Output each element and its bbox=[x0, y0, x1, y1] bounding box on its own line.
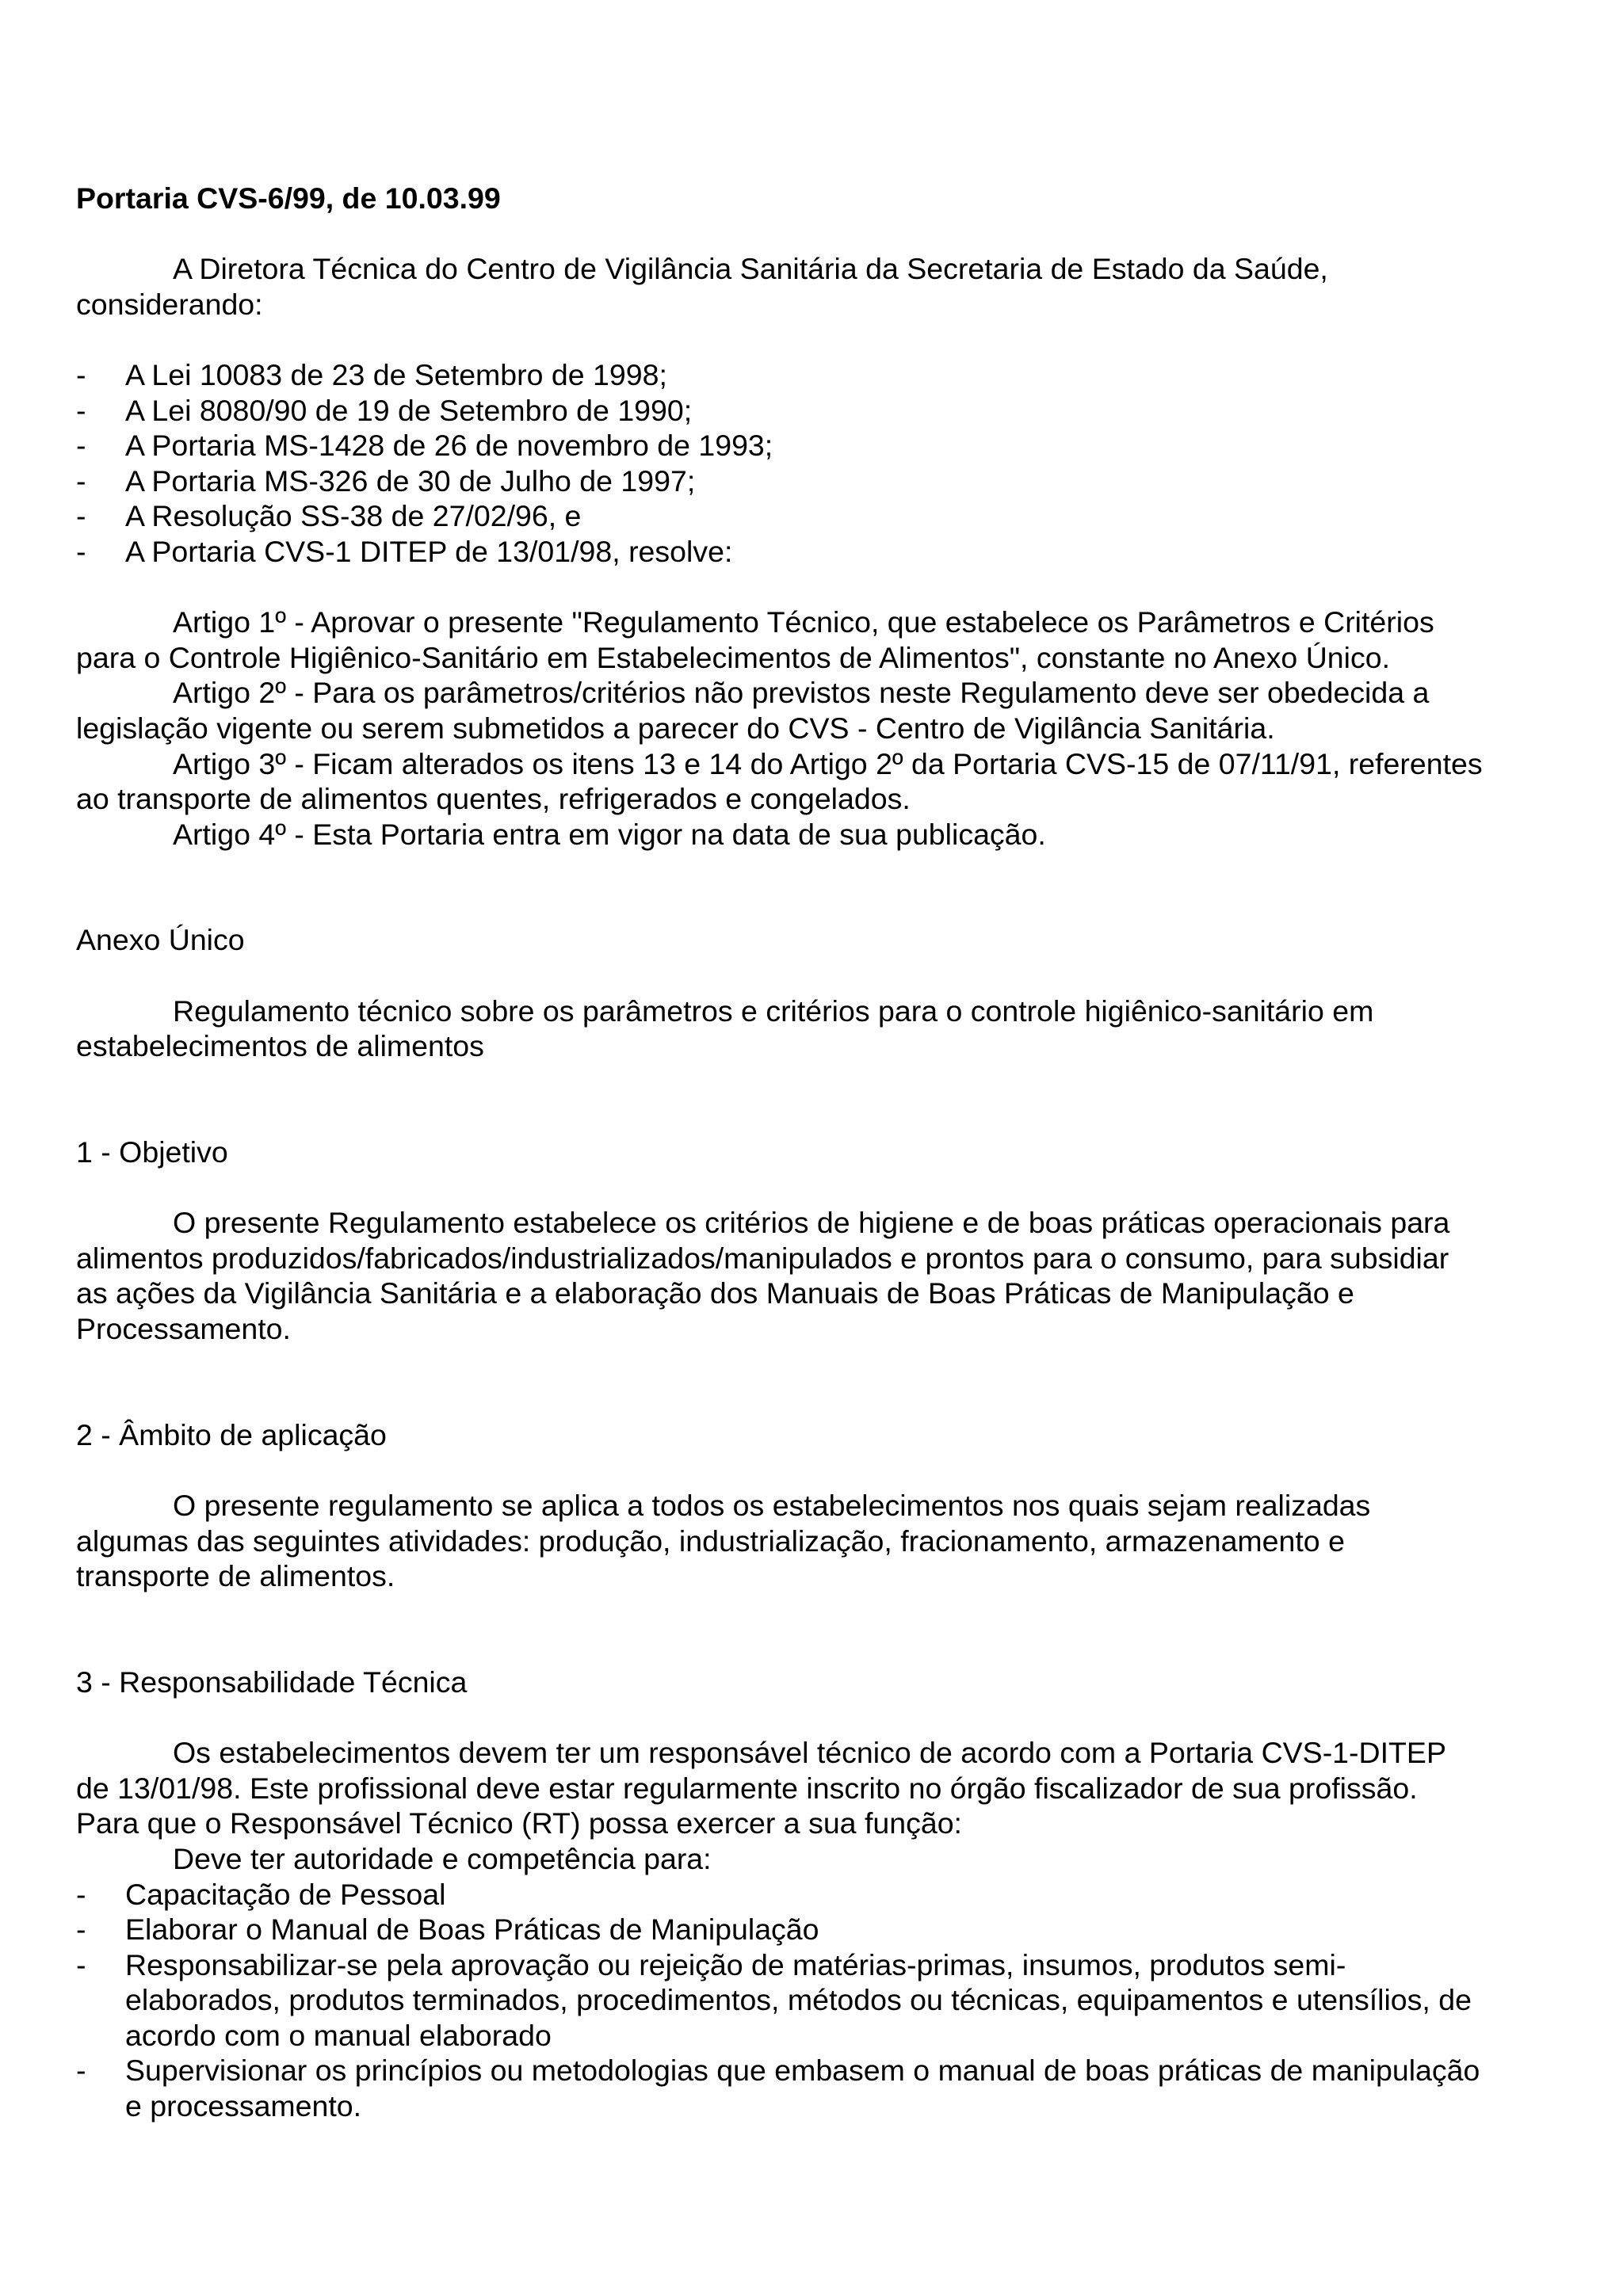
bullet-dash: - bbox=[76, 534, 86, 568]
list-item: - Capacitação de Pessoal bbox=[76, 1877, 446, 1911]
section-responsibility-text: Os estabelecimentos devem ter um responsável técnico de acordo com a Portaria CVS-1-DITEP de 13/01/98. Este profissional deve estar regularmente inscrito no órgão fiscalizador de sua profissão. Para que o Responsável Técnico (RT) possa exercer a sua função: bbox=[76, 1736, 1446, 1840]
section-objective-heading: 1 - Objetivo bbox=[76, 1135, 228, 1169]
bullet-dash: - bbox=[76, 499, 86, 533]
bullet-dash: - bbox=[76, 1947, 86, 1981]
annex-heading: Anexo Único bbox=[76, 923, 245, 957]
article-3: Artigo 3º - Ficam alterados os itens 13 e 14 do Artigo 2º da Portaria CVS-15 de 07/11/91, referentes ao transporte de alimentos quentes, refrigerados e congelados. bbox=[76, 746, 1483, 816]
section-responsibility-heading: 3 - Responsabilidade Técnica bbox=[76, 1665, 468, 1699]
list-item: - A Portaria CVS-1 DITEP de 13/01/98, resolve: bbox=[76, 534, 733, 568]
list-item: - A Resolução SS-38 de 27/02/96, e bbox=[76, 499, 582, 533]
section-scope-heading: 2 - Âmbito de aplicação bbox=[76, 1417, 387, 1451]
list-item: - Supervisionar os princípios ou metodologias que embasem o manual de boas práticas de manipulação e processamento. bbox=[76, 2054, 1480, 2123]
section-scope-text: O presente regulamento se aplica a todos os estabelecimentos nos quais sejam realizadas algumas das seguintes atividades: produção, industrialização, fracionamento, armazenamento e transporte de alimentos. bbox=[76, 1488, 1371, 1593]
list-item: - Responsabilizar-se pela aprovação ou rejeição de matérias-primas, insumos, produtos semi-elaborados, produtos terminados, procedimentos, métodos ou técnicas, equipamentos e utensílios, de acordo com o manual elaborado bbox=[76, 1947, 1472, 2052]
list-item: - A Portaria MS-1428 de 26 de novembro de 1993; bbox=[76, 429, 773, 463]
annex-subtitle: Regulamento técnico sobre os parâmetros e critérios para o controle higiênico-sanitário em estabelecimentos de alimentos bbox=[76, 994, 1374, 1063]
article-4: Artigo 4º - Esta Portaria entra em vigor na data de sua publicação. bbox=[173, 817, 1046, 851]
article-1: Artigo 1º - Aprovar o presente "Regulamento Técnico, que estabelece os Parâmetros e Critérios para o Controle Higiênico-Sanitário em Estabelecimentos de Alimentos", constante no Anexo Único. bbox=[76, 605, 1434, 674]
bullet-dash: - bbox=[76, 463, 86, 498]
list-item: - A Lei 8080/90 de 19 de Setembro de 1990; bbox=[76, 393, 693, 427]
section-objective-text: O presente Regulamento estabelece os critérios de higiene e de boas práticas operacionais para alimentos produzidos/fabricados/industrializados/manipulados e prontos para o consumo, para subsidiar as ações da Vigilância Sanitária e a elaboração dos Manuais de Boas Práticas de Manipulação e Processamento. bbox=[76, 1206, 1450, 1345]
document-page bbox=[76, 181, 1487, 2124]
document-title: Portaria CVS-6/99, de 10.03.99 bbox=[76, 181, 501, 215]
articles-block bbox=[76, 605, 1487, 852]
bullet-dash: - bbox=[76, 357, 86, 391]
bullet-dash: - bbox=[76, 1877, 86, 1911]
considerations-list bbox=[76, 357, 1487, 570]
responsibility-list bbox=[76, 1877, 1487, 2124]
bullet-dash: - bbox=[76, 1913, 86, 1947]
list-item: - Elaborar o Manual de Boas Práticas de Manipulação bbox=[76, 1913, 819, 1947]
bullet-dash: - bbox=[76, 429, 86, 463]
list-item: - A Lei 10083 de 23 de Setembro de 1998; bbox=[76, 357, 667, 391]
list-item: - A Portaria MS-326 de 30 de Julho de 1997; bbox=[76, 463, 696, 498]
article-2: Artigo 2º - Para os parâmetros/critérios não previstos neste Regulamento deve ser obedecida a legislação vigente ou serem submetidos a parecer do CVS - Centro de Vigilância Sanitária. bbox=[76, 676, 1430, 745]
intro-paragraph: A Diretora Técnica do Centro de Vigilância Sanitária da Secretaria de Estado da Saúde, considerando: bbox=[76, 252, 1328, 321]
bullet-dash: - bbox=[76, 393, 86, 427]
bullet-dash: - bbox=[76, 2054, 86, 2088]
section-responsibility-authority: Deve ter autoridade e competência para: bbox=[173, 1841, 712, 1875]
